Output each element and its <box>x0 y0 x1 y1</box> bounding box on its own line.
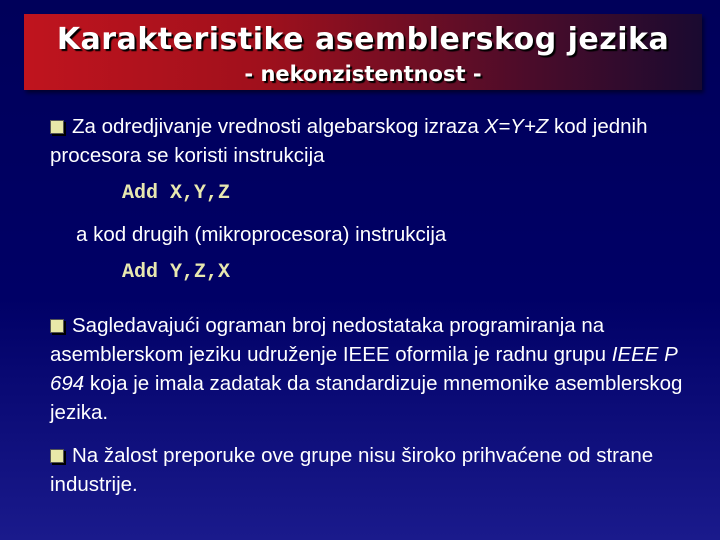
square-bullet-icon <box>50 319 64 333</box>
bullet-paragraph-2 <box>50 311 690 427</box>
spacer <box>50 427 690 441</box>
title-bar <box>24 14 702 90</box>
middle-text: a kod drugih (mikroprocesora) instrukcija <box>76 223 447 246</box>
slide-title: Karakteristike asemblerskog jezika <box>56 22 670 57</box>
bullet1-text-a: Za odredjivanje vrednosti algebarskog izraza <box>72 115 485 138</box>
spacer <box>50 299 690 311</box>
square-bullet-icon <box>50 449 64 463</box>
code-line-2: Add Y,Z,X <box>122 261 231 284</box>
code-line-1: Add X,Y,Z <box>122 182 231 205</box>
bullet3-text: Na žalost preporuke ove grupe nisu široko prihvaćene od strane industrije. <box>50 444 654 496</box>
bullet1-expression: X=Y+Z <box>484 115 549 138</box>
bullet2-text-a: Sagledavajući ograman broj nedostataka programiranja na asemblerskom jeziku udruženje IEEE oformila je radnu grupu <box>50 314 612 366</box>
bullet-paragraph-1 <box>50 112 690 170</box>
square-bullet-icon <box>50 120 64 134</box>
slide-content <box>50 112 690 499</box>
bullet1-text-b: kod jednih procesora se koristi instrukcija <box>50 115 648 167</box>
bullet2-group-name: IEEE P 694 <box>50 343 678 395</box>
slide-subtitle: - nekonzistentnost - <box>244 62 482 86</box>
bullet-paragraph-3 <box>50 441 690 499</box>
bullet2-text-b: koja je imala zadatak da standardizuje mnemonike asemblerskog jezika. <box>50 372 683 424</box>
